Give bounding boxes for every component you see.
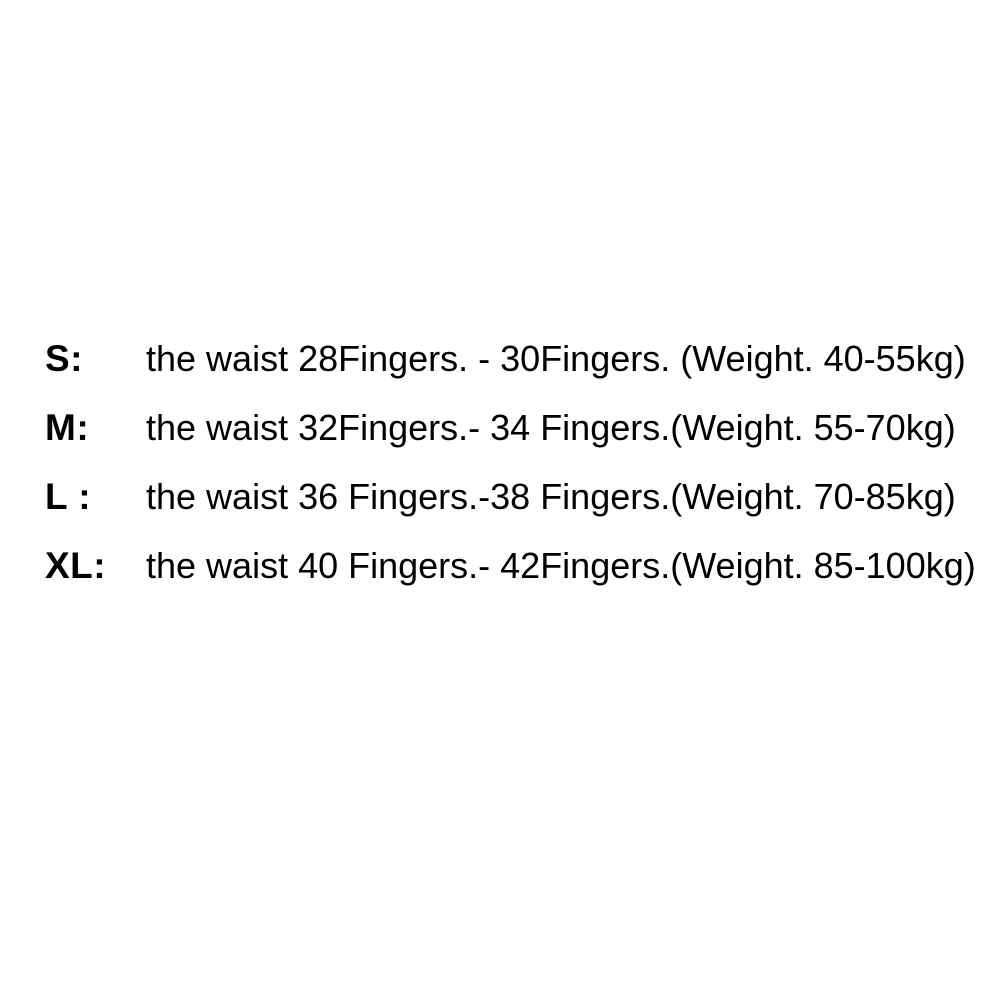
size-description-l: the waist 36 Fingers.-38 Fingers.(Weight. 70-85kg) — [146, 476, 956, 517]
size-description-s: the waist 28Fingers. - 30Fingers. (Weight. 40-55kg) — [146, 338, 966, 379]
size-row-m — [45, 407, 980, 448]
size-description-m: the waist 32Fingers.- 34 Fingers.(Weight. 55-70kg) — [146, 407, 956, 448]
size-label-xl: XL: — [45, 545, 107, 586]
size-chart — [45, 338, 980, 614]
size-description-xl: the waist 40 Fingers.- 42Fingers.(Weight. 85-100kg) — [146, 545, 976, 586]
size-row-xl — [45, 545, 980, 586]
size-row-l — [45, 476, 980, 517]
size-label-l: L : — [45, 476, 92, 517]
size-label-s: S: — [45, 338, 83, 379]
size-row-s — [45, 338, 980, 379]
size-label-m: M: — [45, 407, 90, 448]
